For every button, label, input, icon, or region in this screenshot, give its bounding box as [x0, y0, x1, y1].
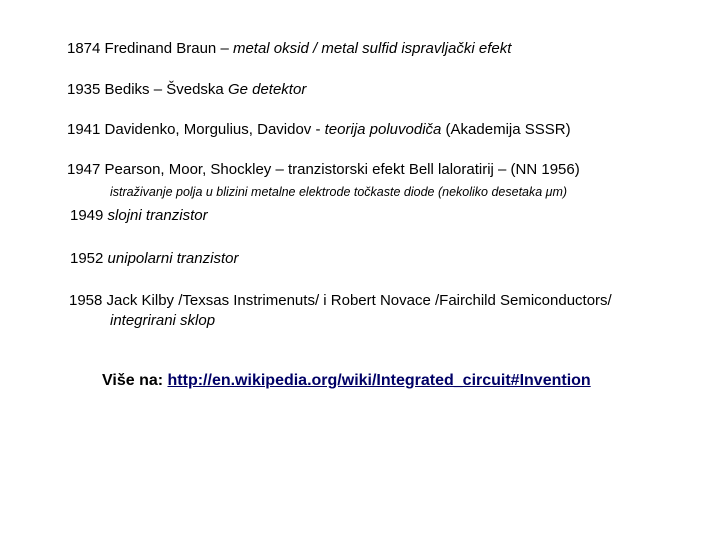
entry-1947 [67, 161, 580, 179]
entry-1874 [67, 40, 511, 58]
entry-1958-italic: integrirani sklop [110, 312, 216, 329]
entry-1947-text: 1947 Pearson, Moor, Shockley – tranzistorski efekt Bell laloratirij – (NN 1956) [67, 161, 580, 178]
entry-1947-note-text: istraživanje polja u blizini metalne elektrode točkaste diode (nekoliko desetaka μm) [110, 185, 568, 199]
entry-1935 [67, 81, 306, 99]
wikipedia-link[interactable]: http://en.wikipedia.org/wiki/Integrated_circuit#Invention [167, 372, 591, 389]
entry-1947-note [110, 183, 567, 201]
entry-1935-italic: Ge detektor [227, 81, 307, 98]
entry-1949-italic: slojni tranzistor [107, 207, 208, 224]
entry-1941-text: 1941 Davidenko, Morgulius, Davidov - [67, 121, 325, 138]
entry-1958 [69, 292, 612, 310]
entry-1952 [70, 250, 238, 268]
entry-1941-after: (Akademija SSSR) [441, 121, 571, 138]
entry-1874-text: 1874 Fredinand Braun – [67, 40, 233, 57]
entry-1958-text: 1958 Jack Kilby /Texsas Instrimenuts/ i Robert Novace /Fairchild Semiconductors/ [69, 292, 612, 309]
entry-1941 [67, 121, 571, 139]
more-info [102, 372, 591, 390]
entry-1949-text: 1949 [70, 207, 108, 224]
more-info-label: Više na: [102, 372, 168, 389]
entry-1941-italic: teorija poluvodiča [324, 121, 442, 138]
entry-1958-continued [110, 312, 215, 330]
entry-1952-text: 1952 [70, 250, 108, 267]
entry-1874-italic: metal oksid / metal sulfid ispravljački efekt [232, 40, 512, 57]
entry-1952-italic: unipolarni tranzistor [107, 250, 239, 267]
entry-1935-text: 1935 Bediks – Švedska [67, 81, 228, 98]
entry-1949 [70, 207, 208, 225]
